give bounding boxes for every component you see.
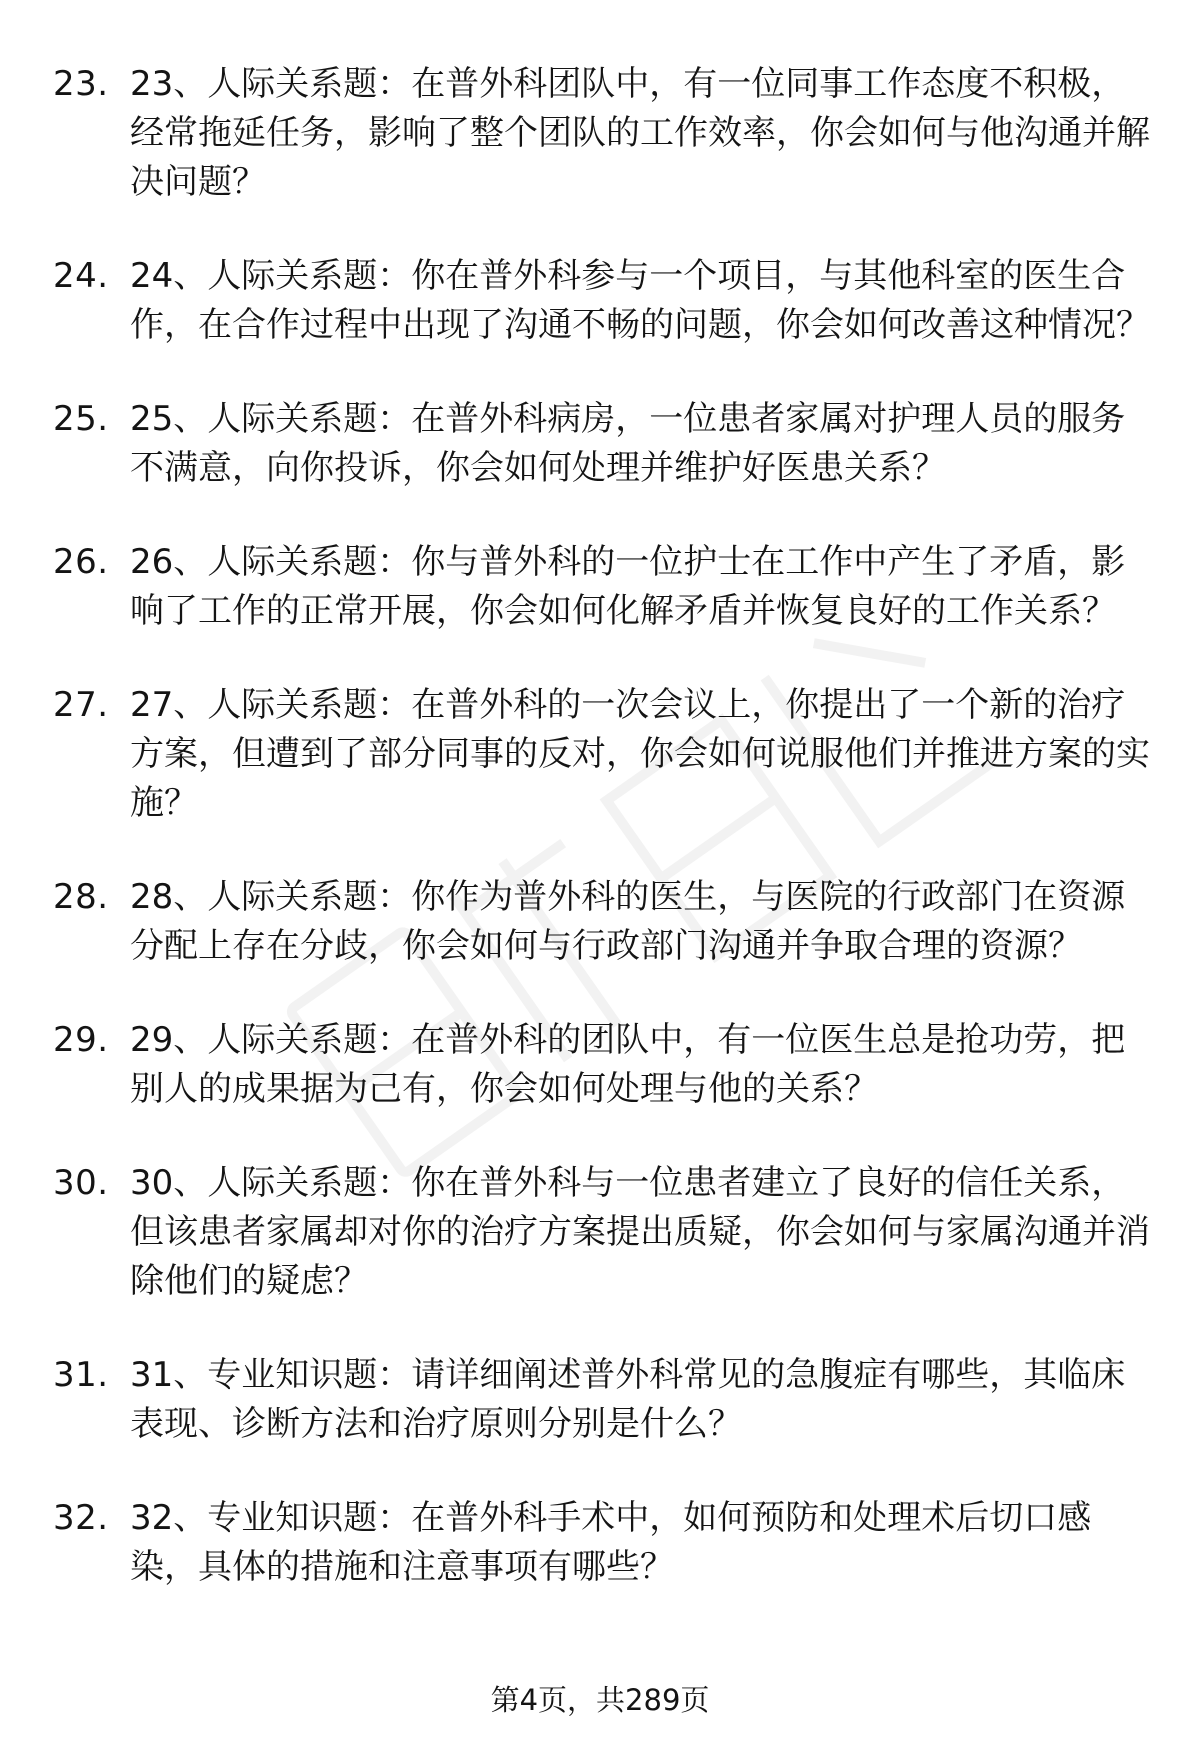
question-item [0, 252, 1150, 350]
question-text: 31、专业知识题：请详细阐述普外科常见的急腹症有哪些，其临床表现、诊断方法和治疗原则分别是什么？ [130, 1355, 1126, 1444]
question-number: 26. [53, 542, 109, 582]
question-text: 28、人际关系题：你作为普外科的医生，与医院的行政部门在资源分配上存在分歧，你会如何与行政部门沟通并争取合理的资源？ [130, 877, 1126, 966]
question-item [0, 395, 1150, 493]
question-text: 27、人际关系题：在普外科的一次会议上，你提出了一个新的治疗方案，但遭到了部分同事的反对，你会如何说服他们并推进方案的实施？ [130, 685, 1150, 823]
question-number: 30. [53, 1163, 109, 1203]
question-number: 31. [53, 1355, 109, 1395]
question-item [0, 1159, 1150, 1306]
question-item [0, 873, 1150, 971]
question-text: 29、人际关系题：在普外科的团队中，有一位医生总是抢功劳，把别人的成果据为己有，你会如何处理与他的关系？ [130, 1020, 1126, 1109]
question-number: 29. [53, 1020, 109, 1060]
question-number: 28. [53, 877, 109, 917]
question-list [0, 60, 1200, 1637]
question-number: 32. [53, 1498, 109, 1538]
question-item [0, 60, 1150, 207]
question-item [0, 538, 1150, 636]
question-text: 24、人际关系题：你在普外科参与一个项目，与其他科室的医生合作，在合作过程中出现了沟通不畅的问题，你会如何改善这种情况？ [130, 256, 1150, 345]
question-number: 24. [53, 256, 109, 296]
question-number: 25. [53, 399, 109, 439]
question-item [0, 1016, 1150, 1114]
question-text: 26、人际关系题：你与普外科的一位护士在工作中产生了矛盾，影响了工作的正常开展，你会如何化解矛盾并恢复良好的工作关系？ [130, 542, 1126, 631]
question-text: 25、人际关系题：在普外科病房，一位患者家属对护理人员的服务不满意，向你投诉，你会如何处理并维护好医患关系？ [130, 399, 1126, 488]
question-number: 23. [53, 64, 109, 104]
question-text: 23、人际关系题：在普外科团队中，有一位同事工作态度不积极，经常拖延任务，影响了整个团队的工作效率，你会如何与他沟通并解决问题？ [130, 64, 1150, 202]
page-footer: 第4页，共289页 [490, 1683, 710, 1717]
question-item [0, 681, 1150, 828]
question-item [0, 1351, 1150, 1449]
question-text: 30、人际关系题：你在普外科与一位患者建立了良好的信任关系，但该患者家属却对你的治疗方案提出质疑，你会如何与家属沟通并消除他们的疑虑？ [130, 1163, 1150, 1301]
question-text: 32、专业知识题：在普外科手术中，如何预防和处理术后切口感染，具体的措施和注意事项有哪些？ [130, 1498, 1092, 1587]
question-number: 27. [53, 685, 109, 725]
question-item [0, 1494, 1150, 1592]
